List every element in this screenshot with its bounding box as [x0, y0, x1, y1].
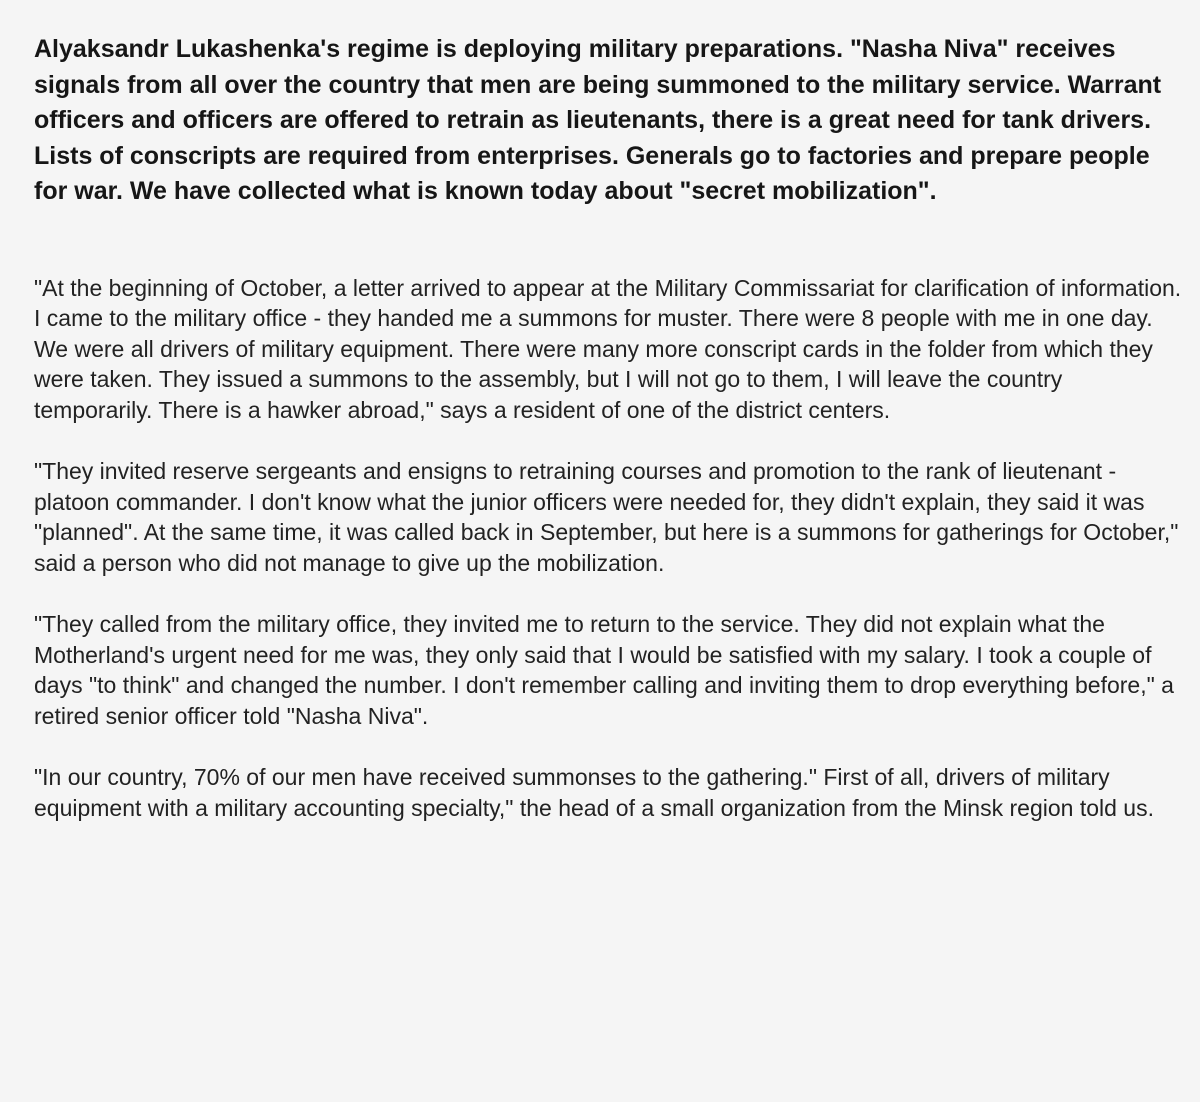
article-paragraph-4: "In our country, 70% of our men have received summonses to the gathering." First of all, drivers of military equipment with a military accounting specialty," the head of a small organization from the Minsk region told us. — [34, 764, 1154, 821]
article-paragraph-1: "At the beginning of October, a letter arrived to appear at the Military Commissariat for clarification of information. I came to the military office - they handed me a summons for muster. There were 8 people with me in one day. We were all drivers of military equipment. There were many more conscript cards in the folder from which they were taken. They issued a summons to the assembly, but I will not go to them, I will leave the country temporarily. There is a hawker abroad," says a resident of one of the district centers. — [34, 274, 1182, 423]
article-paragraph-3: "They called from the military office, they invited me to return to the service. They did not explain what the Motherland's urgent need for me was, they only said that I would be satisfied with my salary. I took a couple of days "to think" and changed the number. I don't remember calling and inviting them to drop everything before," a retired senior officer told "Nasha Niva". — [34, 611, 1174, 729]
article-paragraph-2: "They invited reserve sergeants and ensigns to retraining courses and promotion to the rank of lieutenant - platoon commander. I don't know what the junior officers were needed for, they didn't explain, they said it was "planned". At the same time, it was called back in September, but here is a summons for gatherings for October," said a person who did not manage to give up the mobilization. — [34, 458, 1179, 576]
article-lead: Alyaksandr Lukashenka's regime is deploying military preparations. "Nasha Niva" receives signals from all over the country that men are being summoned to the military service. Warrant officers and officers are offered to retrain as lieutenants, there is a great need for tank drivers. Lists of conscripts are required from enterprises. Generals go to factories and prepare people for war. We have collected what is known today about "secret mobilization". — [34, 35, 1162, 205]
